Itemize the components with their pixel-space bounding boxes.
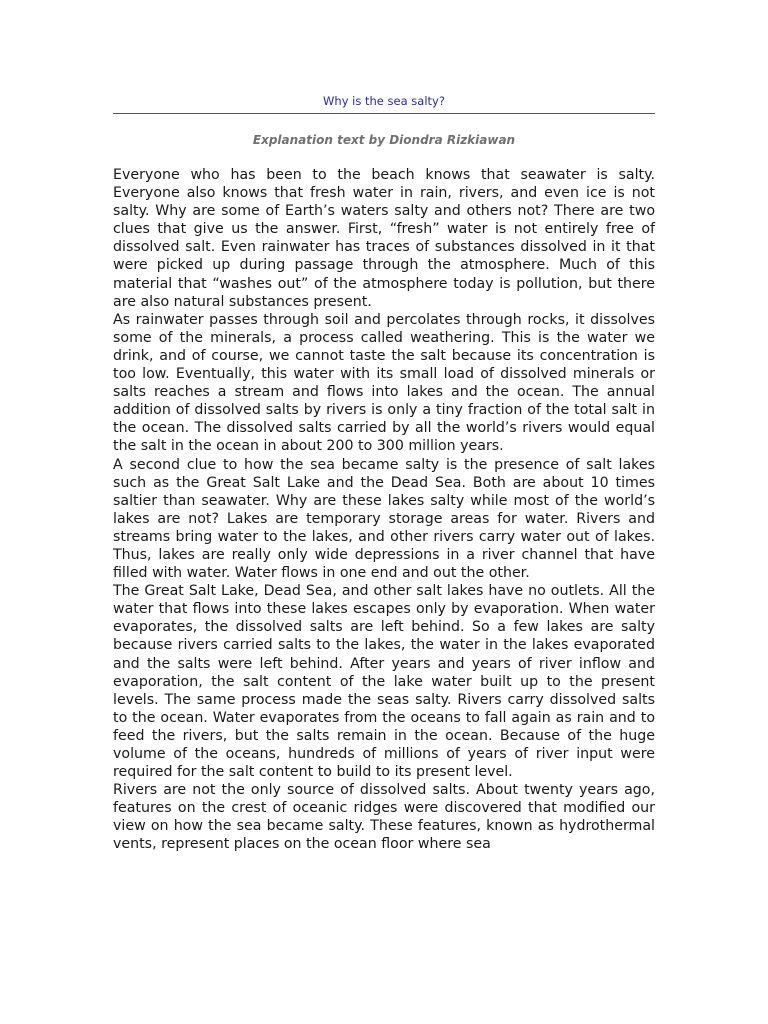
document-page [113, 0, 655, 854]
paragraph: As rainwater passes through soil and percolates through rocks, it dissolves some of the minerals, a process called weathering. This is the water we drink, and of course, we cannot taste the salt because its concentration is too low. Eventually, this water with its small load of dissolved minerals or salts reaches a stream and flows into lakes and the ocean. The annual addition of dissolved salts by rivers is only a tiny fraction of the total salt in the ocean. The dissolved salts carried by all the world’s rivers would equal the salt in the ocean in about 200 to 300 million years. [113, 311, 655, 455]
document-title: Why is the sea salty? [323, 94, 445, 108]
paragraph: A second clue to how the sea became salty is the presence of salt lakes such as the Great Salt Lake and the Dead Sea. Both are about 10 times saltier than seawater. Why are these lakes salty while most of the world’s lakes are not? Lakes are temporary storage areas for water. Rivers and streams bring water to the lakes, and other rivers carry water out of lakes. Thus, lakes are really only wide depressions in a river channel that have filled with water. Water flows in one end and out the other. [113, 456, 655, 582]
paragraph: Rivers are not the only source of dissolved salts. About twenty years ago, features on the crest of oceanic ridges were discovered that modified our view on how the sea became salty. These features, known as hydrothermal vents, represent places on the ocean floor where sea [113, 782, 655, 853]
title-divider [113, 113, 655, 114]
body-text [113, 166, 655, 854]
paragraph: The Great Salt Lake, Dead Sea, and other salt lakes have no outlets. All the water that flows into these lakes escapes only by evaporation. When water evaporates, the dissolved salts are left behind. So a few lakes are salty because rivers carried salts to the lakes, the water in the lakes evaporated and the salts were left behind. After years and years of river inflow and evaporation, the salt content of the lake water built up to the present levels. The same process made the seas salty. Rivers carry dissolved salts to the ocean. Water evaporates from the oceans to fall again as rain and to feed the rivers, but the salts remain in the ocean. Because of the huge volume of the oceans, hundreds of millions of years of river input were required for the salt content to build to its present level. [113, 583, 655, 781]
author-byline: Explanation text by Diondra Rizkiawan [252, 133, 516, 147]
paragraph: Everyone who has been to the beach knows that seawater is salty. Everyone also knows that fresh water in rain, rivers, and even ice is not salty. Why are some of Earth’s waters salty and others not? There are two clues that give us the answer. First, “fresh” water is not entirely free of dissolved salt. Even rainwater has traces of substances dissolved in it that were picked up during passage through the atmosphere. Much of this material that “washes out” of the atmosphere today is pollution, but there are also natural substances present. [113, 167, 655, 310]
